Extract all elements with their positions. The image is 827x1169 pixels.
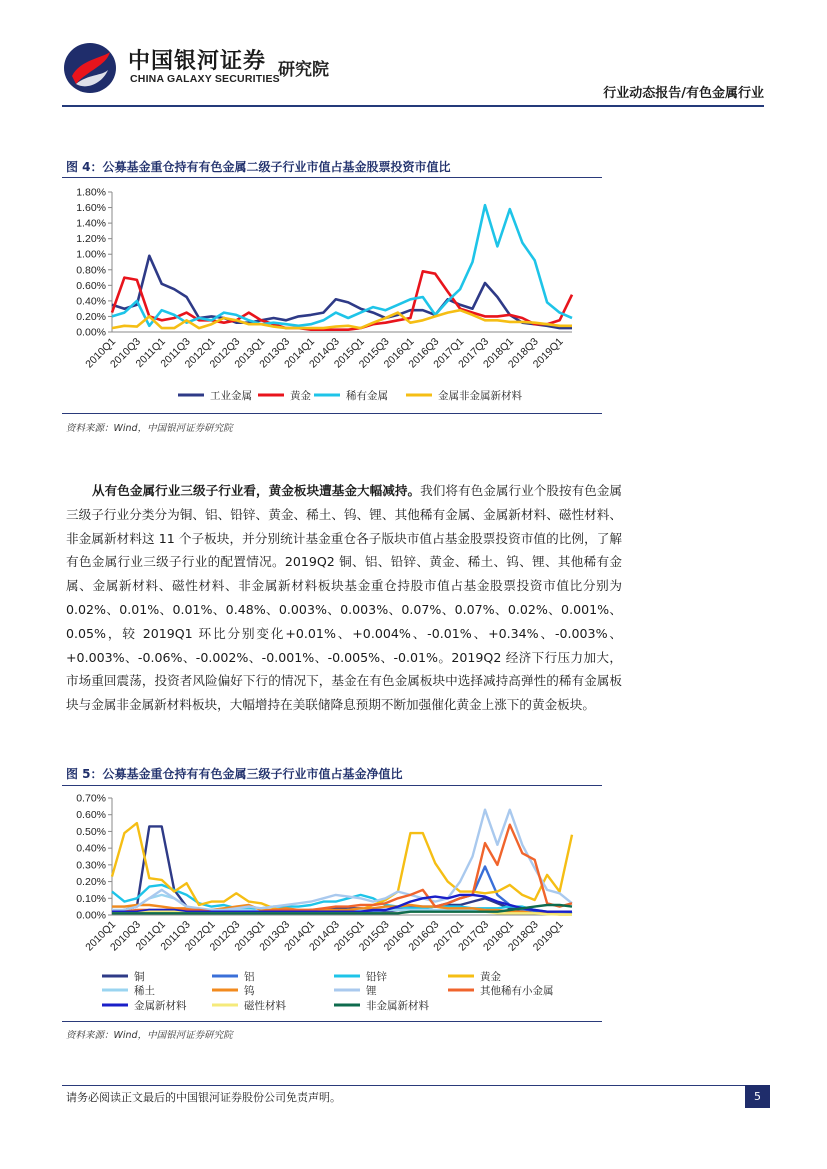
y-tick-label: 0.40% bbox=[76, 842, 106, 855]
figure5-title: 图 5：公募基金重仓持有有色金属三级子行业市值占基金净值比 bbox=[66, 767, 403, 781]
figure5-source: 资料来源：Wind，中国银河证券研究院 bbox=[66, 1030, 233, 1041]
x-tick-label: 2012Q3 bbox=[207, 918, 243, 954]
x-tick-label: 2013Q3 bbox=[257, 335, 293, 371]
legend-label: 铜 bbox=[134, 971, 145, 983]
legend-label: 黄金 bbox=[480, 971, 501, 983]
x-tick-label: 2018Q1 bbox=[481, 335, 516, 371]
legend-label: 钨 bbox=[244, 985, 255, 997]
x-tick-label: 2014Q3 bbox=[306, 335, 342, 371]
legend-label: 非金属新材料 bbox=[366, 1000, 429, 1012]
x-tick-label: 2019Q1 bbox=[530, 918, 566, 954]
figure4-chart bbox=[62, 180, 607, 415]
figure4-bottom-rule bbox=[62, 413, 602, 414]
x-tick-label: 2010Q1 bbox=[83, 335, 119, 371]
x-tick-label: 2011Q1 bbox=[133, 918, 168, 953]
legend-label: 金属新材料 bbox=[134, 1000, 187, 1012]
footer-divider bbox=[62, 1085, 770, 1086]
legend-label: 稀有金属 bbox=[346, 390, 388, 402]
x-tick-label: 2012Q1 bbox=[182, 335, 218, 371]
x-tick-label: 2010Q3 bbox=[108, 335, 143, 371]
x-tick-label: 2012Q1 bbox=[182, 918, 218, 954]
x-tick-label: 2015Q3 bbox=[356, 335, 392, 371]
y-tick-label: 0.50% bbox=[76, 825, 106, 838]
x-tick-label: 2014Q1 bbox=[282, 335, 318, 371]
x-tick-label: 2018Q3 bbox=[505, 335, 541, 371]
x-tick-label: 2016Q1 bbox=[381, 335, 417, 371]
y-tick-label: 0.20% bbox=[76, 876, 106, 889]
x-tick-label: 2013Q1 bbox=[232, 335, 268, 371]
x-tick-label: 2018Q3 bbox=[505, 918, 541, 954]
x-tick-label: 2014Q1 bbox=[282, 918, 318, 954]
x-tick-label: 2011Q3 bbox=[158, 335, 193, 370]
y-tick-label: 0.00% bbox=[76, 909, 106, 922]
legend-label: 黄金 bbox=[290, 390, 311, 402]
y-tick-label: 0.80% bbox=[76, 264, 106, 277]
y-tick-label: 0.20% bbox=[76, 310, 106, 323]
legend-label: 锂 bbox=[366, 985, 377, 997]
y-tick-label: 0.40% bbox=[76, 295, 106, 308]
x-tick-label: 2011Q1 bbox=[133, 335, 168, 370]
figure4-top-rule bbox=[62, 177, 602, 178]
y-tick-label: 1.40% bbox=[76, 217, 106, 230]
x-tick-label: 2015Q1 bbox=[331, 335, 367, 371]
x-tick-label: 2013Q3 bbox=[257, 918, 293, 954]
x-tick-label: 2017Q3 bbox=[456, 335, 492, 371]
x-tick-label: 2013Q1 bbox=[232, 918, 268, 954]
x-tick-label: 2016Q3 bbox=[406, 335, 442, 371]
x-tick-label: 2018Q1 bbox=[481, 918, 516, 954]
legend-label: 铝 bbox=[244, 971, 255, 983]
y-tick-label: 0.70% bbox=[76, 792, 106, 805]
x-tick-label: 2010Q1 bbox=[83, 918, 119, 954]
x-tick-label: 2011Q3 bbox=[158, 918, 193, 953]
y-tick-label: 1.20% bbox=[76, 233, 106, 246]
figure4-title: 图 4：公募基金重仓持有有色金属二级子行业市值占基金股票投资市值比 bbox=[66, 160, 451, 174]
y-tick-label: 0.60% bbox=[76, 809, 106, 822]
y-tick-label: 0.60% bbox=[76, 279, 106, 292]
legend-label: 工业金属 bbox=[210, 390, 252, 402]
figure4-source: 资料来源：Wind，中国银河证券研究院 bbox=[66, 423, 233, 434]
x-tick-label: 2019Q1 bbox=[530, 335, 566, 371]
x-tick-label: 2017Q3 bbox=[456, 918, 492, 954]
figure5-chart bbox=[62, 788, 607, 1020]
legend-label: 磁性材料 bbox=[244, 1000, 286, 1012]
x-tick-label: 2015Q1 bbox=[331, 918, 367, 954]
figure5-top-rule bbox=[62, 785, 602, 786]
report-type: 行业动态报告/有色金属行业 bbox=[603, 86, 764, 101]
series-line-7 bbox=[112, 810, 572, 910]
x-tick-label: 2016Q3 bbox=[406, 918, 442, 954]
series-line-3 bbox=[112, 205, 572, 326]
y-tick-label: 1.00% bbox=[76, 248, 106, 261]
x-tick-label: 2016Q1 bbox=[381, 918, 417, 954]
y-tick-label: 0.00% bbox=[76, 326, 106, 339]
x-tick-label: 2014Q3 bbox=[306, 918, 342, 954]
brand-name-cn: 中国银河证券 bbox=[128, 49, 267, 74]
department-label: 研究院 bbox=[278, 60, 329, 80]
x-tick-label: 2017Q1 bbox=[431, 335, 467, 371]
y-tick-label: 1.80% bbox=[76, 186, 106, 199]
legend-label: 金属非金属新材料 bbox=[438, 390, 522, 402]
footer-disclaimer: 请务必阅读正文最后的中国银河证券股份公司免责声明。 bbox=[66, 1091, 341, 1104]
brand-name-en: CHINA GALAXY SECURITIES bbox=[130, 73, 280, 85]
paragraph-lead: 从有色金属行业三级子行业看，黄金板块遭基金大幅减持。 bbox=[92, 483, 421, 498]
x-tick-label: 2012Q3 bbox=[207, 335, 243, 371]
y-tick-label: 0.10% bbox=[76, 892, 106, 905]
header-divider bbox=[62, 105, 764, 107]
figure5-bottom-rule bbox=[62, 1021, 602, 1022]
page-number: 5 bbox=[745, 1085, 770, 1108]
paragraph-body: 我们将有色金属行业个股按有色金属三级子行业分类分为铜、铝、铅锌、黄金、稀土、钨、锂、其他稀有金属、金属新材料、磁性材料、非金属新材料这 11 个子板块，并分别统计基金重仓各子版块市值占基金股票投资市值的比例，了解有色金属行业三级子行业的配置情况。2019Q2 铜、铝、铅锌、黄金、稀土、钨、锂、其他稀有金属、金属新材料、磁性材料、非金属新材料板块基金重仓持股市值占基金股票投资市值比分别为 0.02%、0.01%、0.01%、0.48%、0.003%、0.003%、0.07%、0.07%、0.02%、0.001%、0.05%，较 2019Q1 环比分别变化+0.01%、+0.004%、-0.01%、+0.34%、-0.003%、+0.003%、-0.06%、-0.002%、-0.001%、-0.005%、-0.01%。2019Q2 经济下行压力加大，市场重回震荡，投资者风险偏好下行的情况下，基金在有色金属板块中选择减持高弹性的稀有金属板块与金属非金属新材料板块，大幅增持在美联储降息预期不断加强催化黄金上涨下的黄金板块。 bbox=[66, 483, 623, 713]
y-tick-label: 0.30% bbox=[76, 859, 106, 872]
y-tick-label: 1.60% bbox=[76, 202, 106, 215]
x-tick-label: 2015Q3 bbox=[356, 918, 392, 954]
body-paragraph bbox=[66, 479, 622, 717]
legend-label: 稀土 bbox=[134, 985, 155, 997]
x-tick-label: 2010Q3 bbox=[108, 918, 143, 954]
legend-label: 铅锌 bbox=[366, 971, 387, 983]
x-tick-label: 2017Q1 bbox=[431, 918, 467, 954]
legend-label: 其他稀有小金属 bbox=[480, 985, 554, 997]
series-line-1 bbox=[112, 256, 572, 328]
